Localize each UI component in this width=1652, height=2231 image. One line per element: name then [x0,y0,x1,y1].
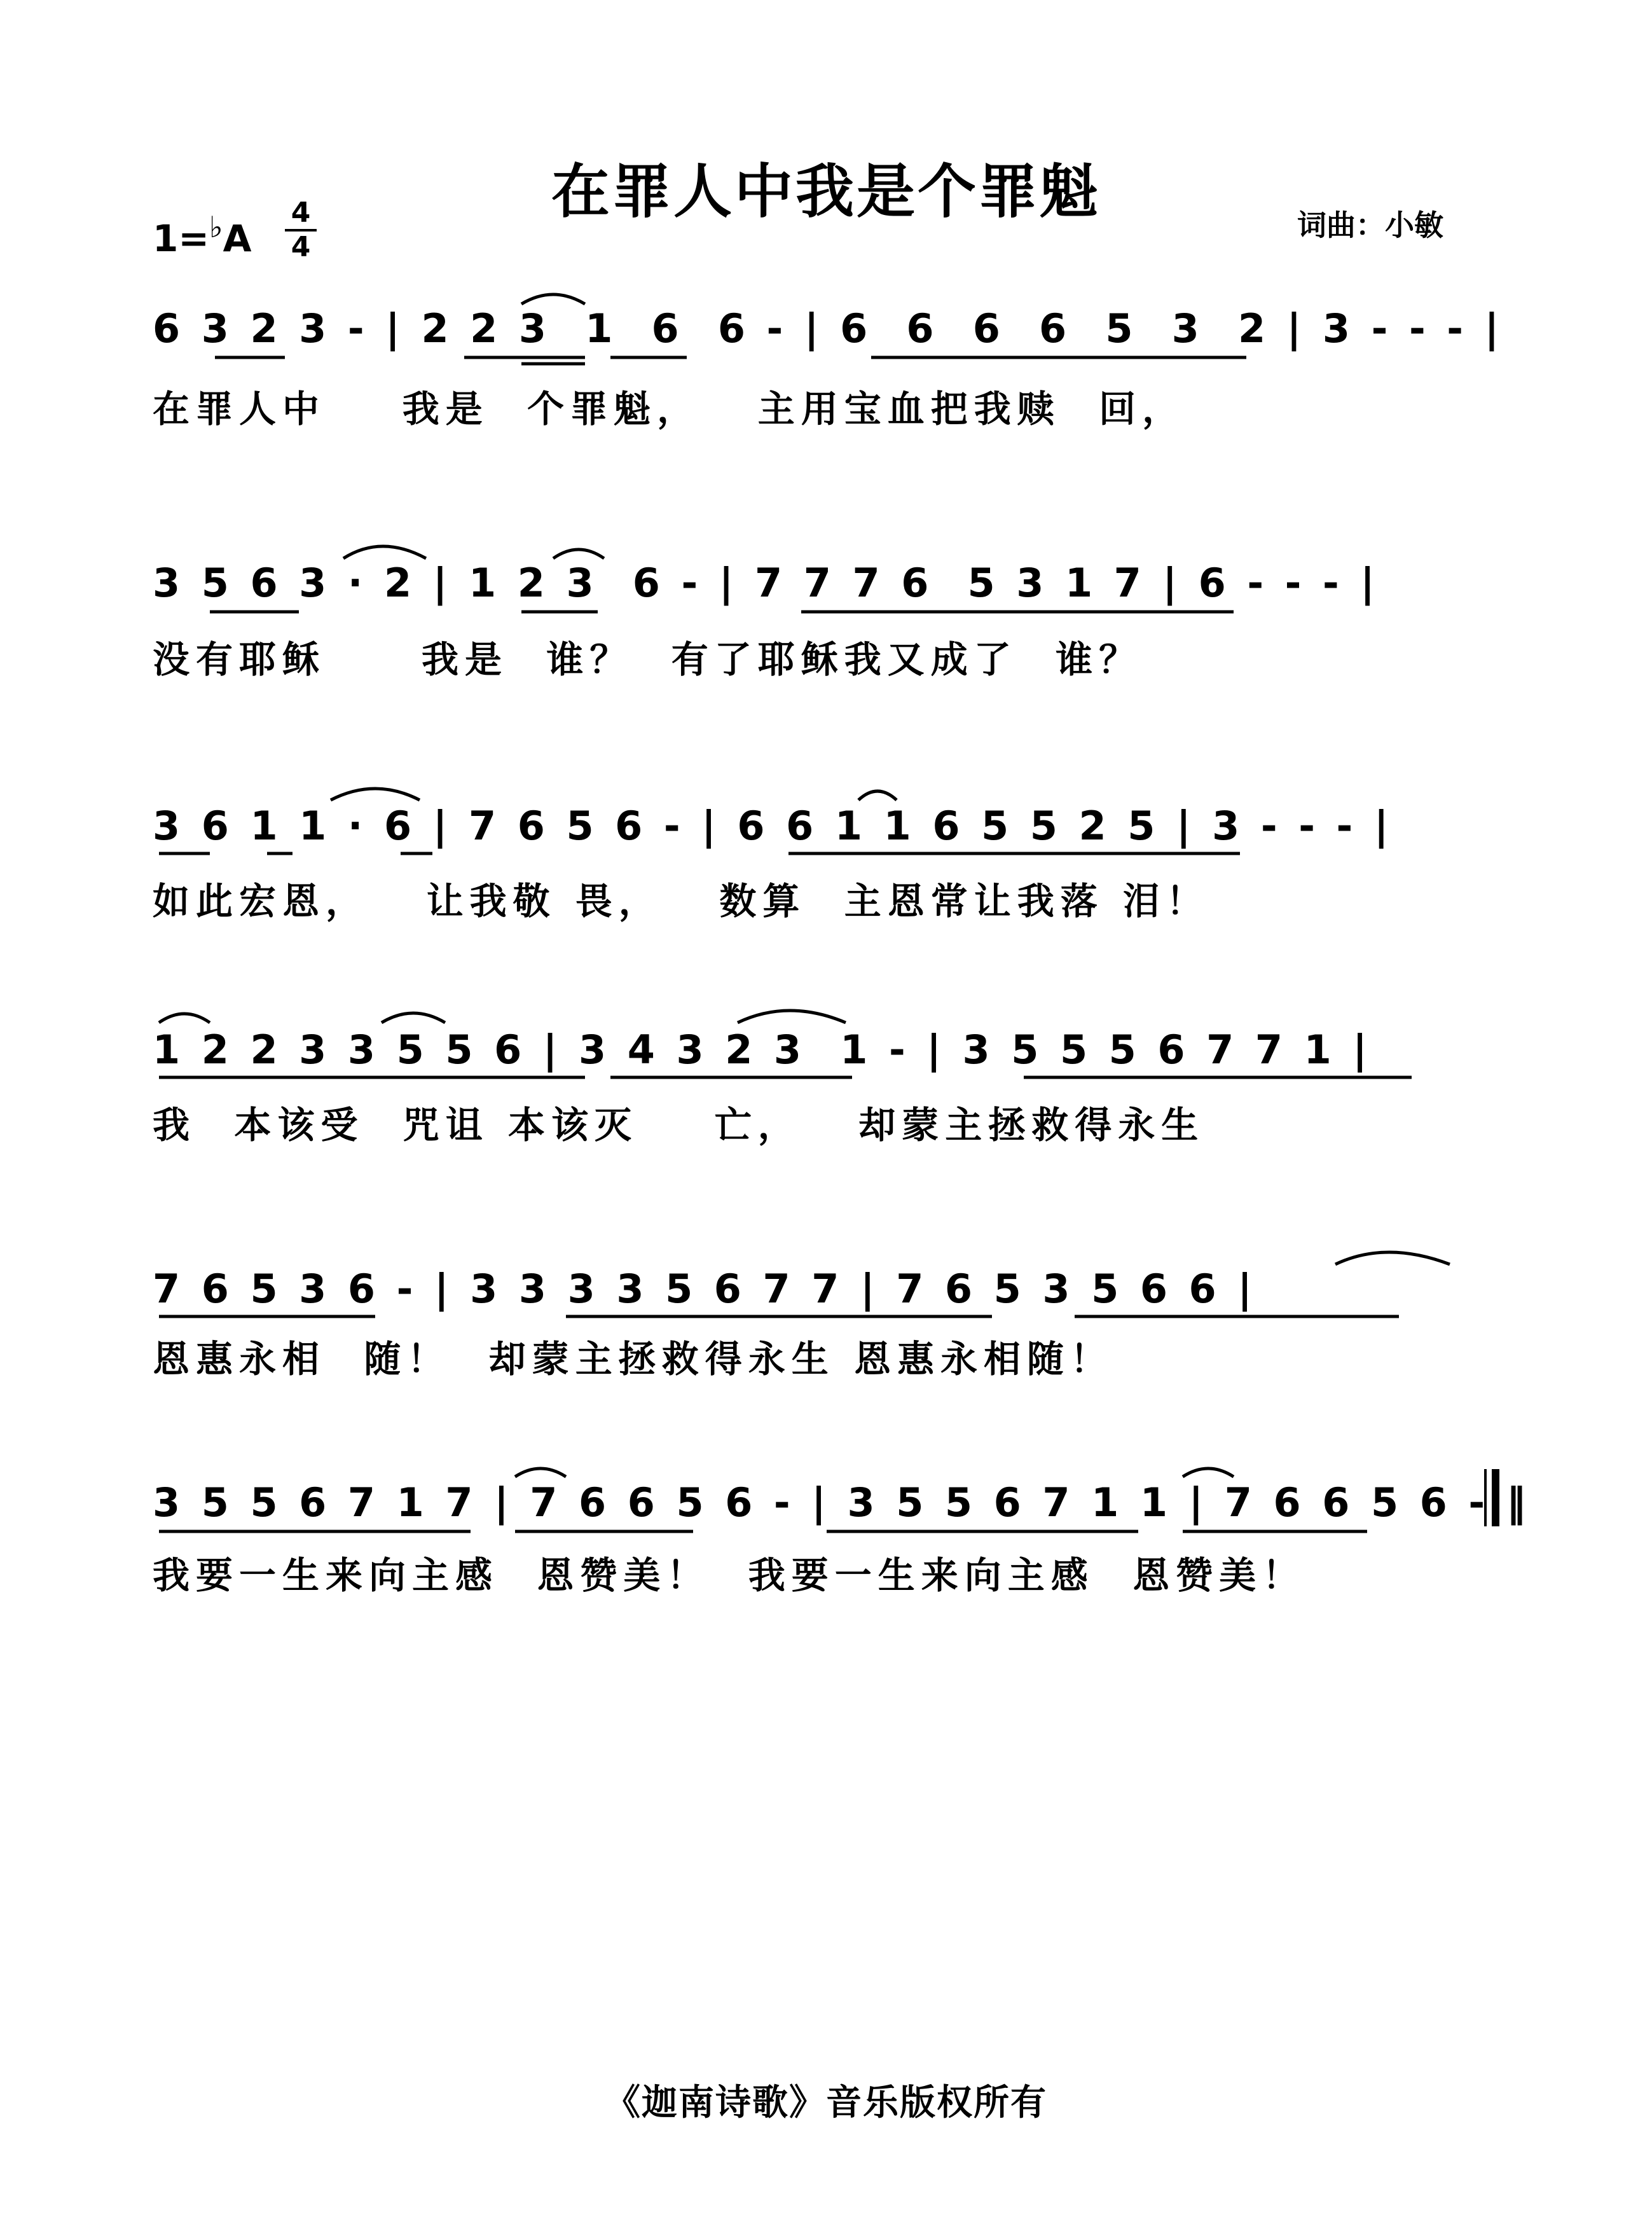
slur-arc [738,1011,846,1023]
lyrics-line-3: 如此宏恩， 让我敬 畏， 数算 主恩常让我落 泪！ [153,880,1209,923]
slur-arc [553,549,604,558]
flat-icon: ♭ [209,210,223,244]
slur-arc [521,294,585,304]
lyrics-line-2: 没有耶稣 我是 谁？ 有了耶稣我又成了 谁？ [153,638,1143,681]
notation-line-3: 3 6 1 1 · 6 | 7 6 5 6 - | 6 6 1 1 6 5 5 2 5 | 3 - - - | [153,803,1393,849]
notation-line-4: 1 2 2 3 3 5 5 6 | 3 4 3 2 3 1 - | 3 5 5 5 6 7 7 1 | [153,1026,1371,1073]
song-title: 在罪人中我是个罪魁 [551,158,1101,226]
lyrics-line-6: 我要一生来向主感 恩赞美！ 我要一生来向主感 恩赞美！ [153,1554,1306,1597]
notation-line-6: 3 5 5 6 7 1 7 | 7 6 6 5 6 - | 3 5 5 6 7 1 1 | 7 6 6 5 6 - ‖ [153,1479,1530,1526]
notation-line-2: 3 5 6 3 · 2 | 1 2 3 6 - | 7 7 7 6 5 3 1 7 | 6 - - - | [153,560,1379,606]
slur-arc [343,546,426,558]
lyrics-line-4: 我 本该受 咒诅 本该灭 亡， 却蒙主拯救得永生 [153,1103,1205,1147]
composer-credit: 词曲：小敏 [1297,208,1443,242]
lyrics-line-5: 恩惠永相 随！ 却蒙主拯救得永生 恩惠永相随！ [153,1337,1113,1381]
slur-arc [382,1013,445,1023]
slur-arc [159,1014,210,1023]
key-note: A [223,217,252,260]
notation-line-1: 6 3 2 3 - | 2 2 3 1 6 6 - | 6 6 6 6 5 3 2 | 3 - - - | [153,305,1503,352]
lyrics-line-1: 在罪人中 我是 个罪魁， 主用宝血把我赎 回， [153,387,1186,431]
key-prefix: 1= [153,217,209,260]
copyright-footer: 《迦南诗歌》音乐版权所有 [605,2082,1047,2124]
slur-arc [331,789,420,800]
slur-arc [858,791,897,800]
time-signature-bottom: 4 [291,231,311,263]
slur-arc [515,1468,566,1477]
slur-arc [1335,1252,1450,1264]
notation-line-5: 7 6 5 3 6 - | 3 3 3 3 5 6 7 7 | 7 6 5 3 5 6 6 | [153,1266,1256,1312]
slur-arc [1183,1468,1234,1477]
time-signature-top: 4 [291,197,311,229]
